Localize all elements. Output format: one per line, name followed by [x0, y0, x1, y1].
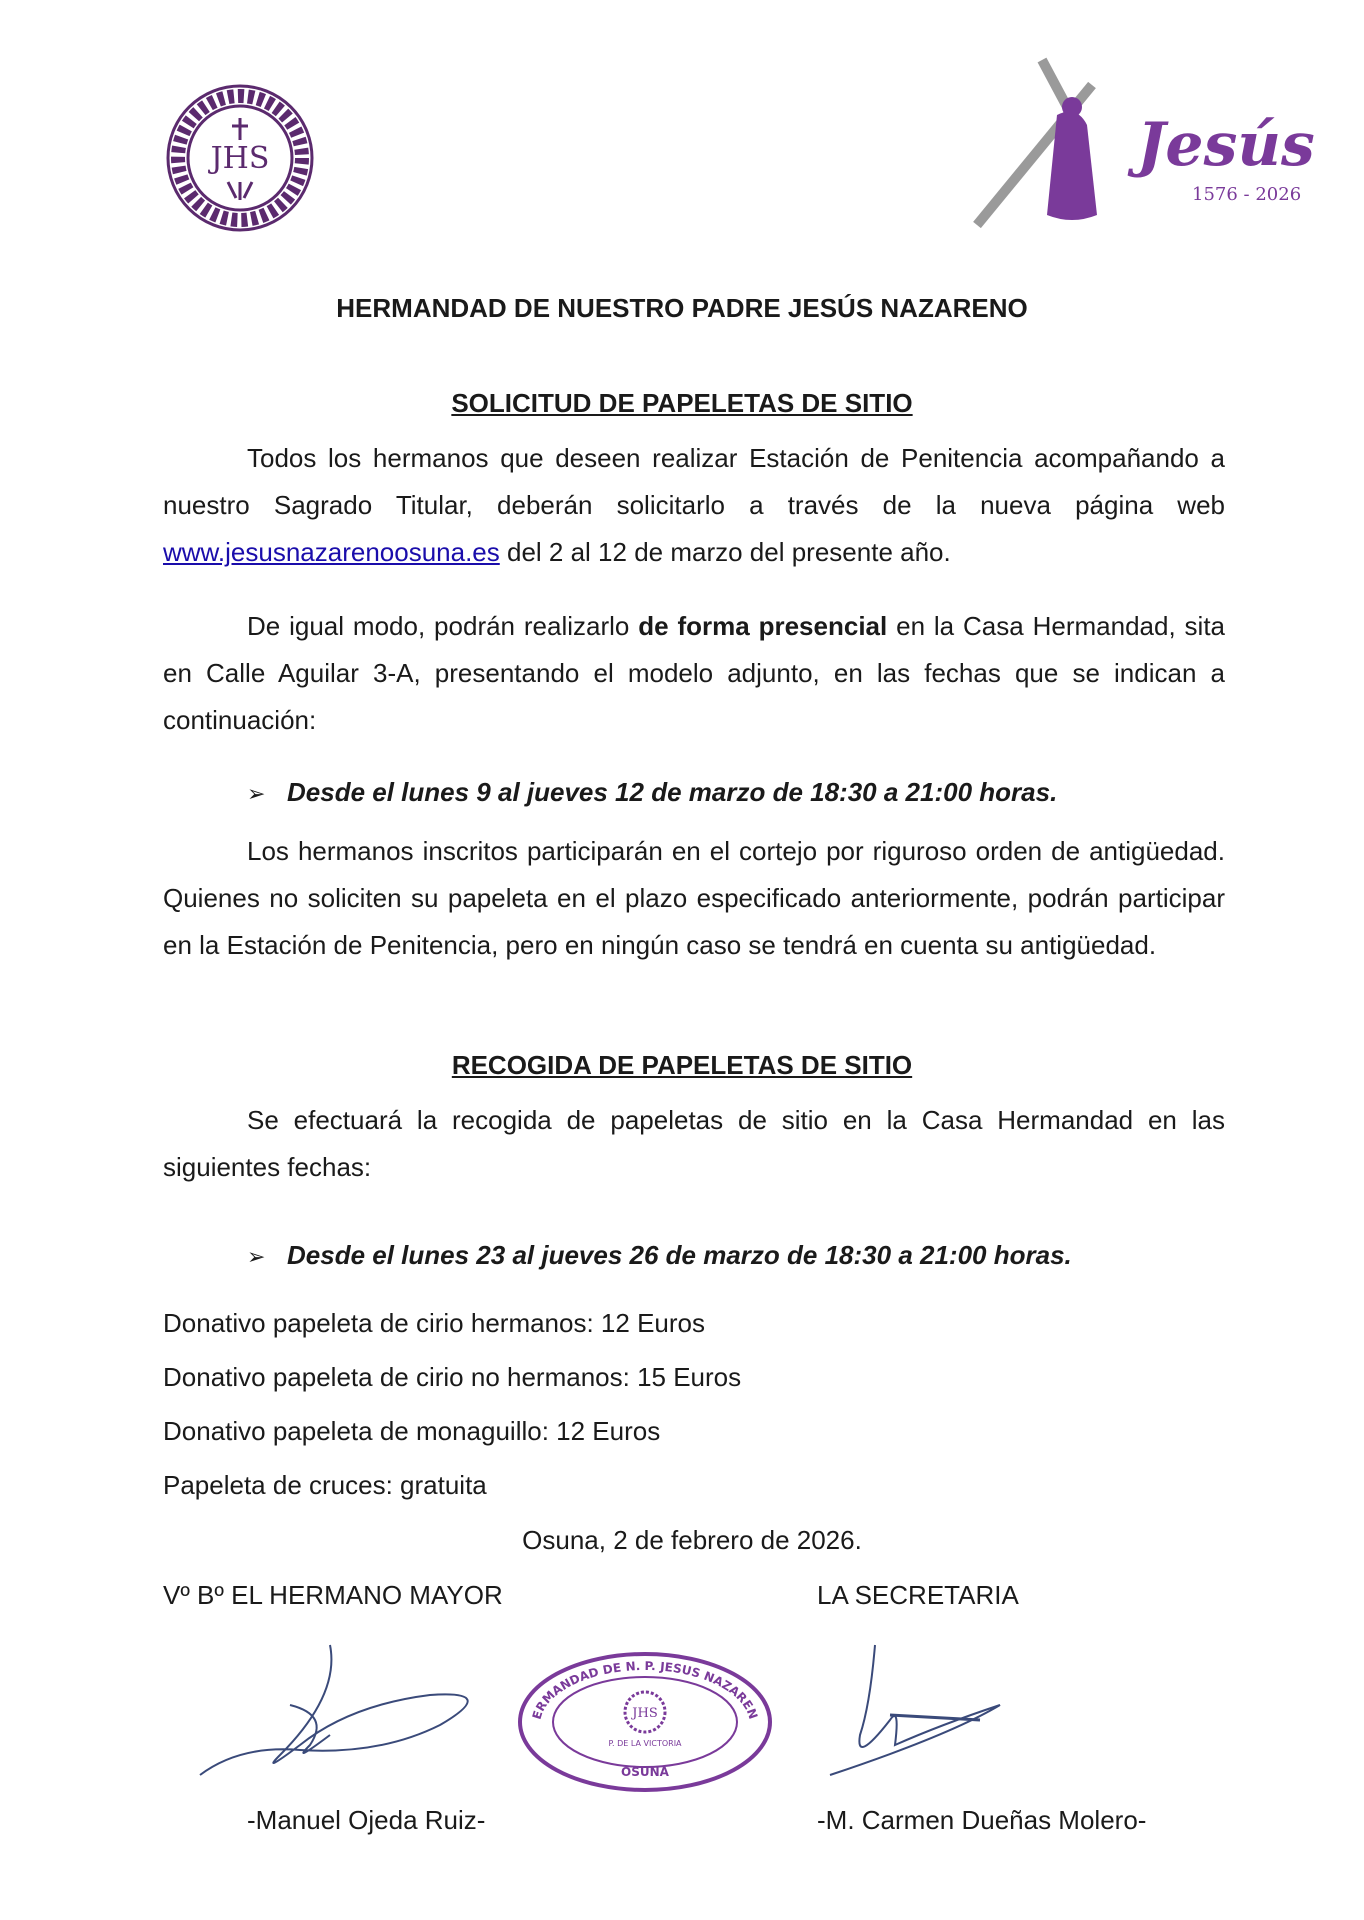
signature-left	[180, 1635, 510, 1785]
signer-name-left: -Manuel Ojeda Ruiz-	[247, 1805, 486, 1835]
seal-ring-text: ERMANDAD DE N. P. JESUS NAZAREN	[529, 1658, 761, 1722]
signature-title-right: LA SECRETARIA	[817, 1580, 1019, 1610]
paragraph-text: en la Casa Hermandad, sita en Calle Aguilar 3-A, presentando el modelo adjunto, en las fechas que se indican a continuación:	[163, 611, 1226, 735]
section-heading-solicitud: SOLICITUD DE PAPELETAS DE SITIO	[451, 388, 913, 418]
logo-years: 1576 - 2026	[1192, 184, 1302, 205]
donation-line: Donativo papeleta de monaguillo: 12 Euros	[163, 1416, 661, 1446]
jesus-anniversary-logo	[962, 55, 1322, 235]
website-link[interactable]: www.jesusnazarenoosuna.es	[163, 537, 500, 567]
logo-word: Jesús	[1137, 110, 1315, 180]
brotherhood-emblem-logo	[160, 78, 320, 238]
bullet-text: Desde el lunes 9 al jueves 12 de marzo de 18:30 a 21:00 horas.	[287, 777, 1058, 807]
donation-line: Donativo papeleta de cirio no hermanos: 15 Euros	[163, 1362, 742, 1392]
arrow-bullet-icon: ➢	[247, 781, 266, 806]
section-heading-recogida: RECOGIDA DE PAPELETAS DE SITIO	[451, 1050, 913, 1080]
arrow-bullet-icon: ➢	[247, 1244, 266, 1269]
seal-bottom-text: OSUNA	[621, 1765, 669, 1779]
brotherhood-seal	[515, 1650, 775, 1795]
paragraph-web-request	[163, 435, 1225, 576]
bullet-text: Desde el lunes 23 al jueves 26 de marzo de 18:30 a 21:00 horas.	[287, 1240, 1072, 1270]
signature-right	[800, 1635, 1060, 1785]
paragraph-pickup: Se efectuará la recogida de papeletas de sitio en la Casa Hermandad en las siguientes fechas:	[163, 1105, 1225, 1182]
place-date: Osuna, 2 de febrero de 2026.	[522, 1525, 862, 1555]
paragraph-text: Todos los hermanos que deseen realizar Estación de Penitencia acompañando a nuestro Sagrado Titular, deberán solicitarlo a través de la nueva página web	[163, 443, 1225, 520]
signer-name-right: -M. Carmen Dueñas Molero-	[817, 1805, 1147, 1835]
bullet-dates-pickup	[247, 1240, 1247, 1271]
paragraph-seniority: Los hermanos inscritos participarán en el cortejo por riguroso orden de antigüedad. Quienes no soliciten su papeleta en el plazo especificado anteriormente, podrán participar en la Estación de Penitencia, pero en ningún caso se tendrá en cuenta su antigüedad.	[163, 836, 1225, 960]
seal-center-text: JHS	[632, 1706, 658, 1721]
emphasis-text: de forma presencial	[638, 611, 888, 641]
signature-title-left: Vº Bº EL HERMANO MAYOR	[163, 1580, 503, 1610]
paragraph-in-person	[163, 603, 1225, 744]
seal-mid-text: P. DE LA VICTORIA	[608, 1739, 682, 1748]
bullet-dates-request	[247, 777, 1247, 808]
donation-line: Donativo papeleta de cirio hermanos: 12 Euros	[163, 1308, 705, 1338]
paragraph-text: del 2 al 12 de marzo del presente año.	[499, 537, 951, 567]
paragraph-text: De igual modo, podrán realizarlo	[247, 611, 639, 641]
emblem-text: JHS	[210, 141, 270, 176]
document-title: HERMANDAD DE NUESTRO PADRE JESÚS NAZARENO	[336, 293, 1028, 323]
donation-line: Papeleta de cruces: gratuita	[163, 1470, 487, 1500]
